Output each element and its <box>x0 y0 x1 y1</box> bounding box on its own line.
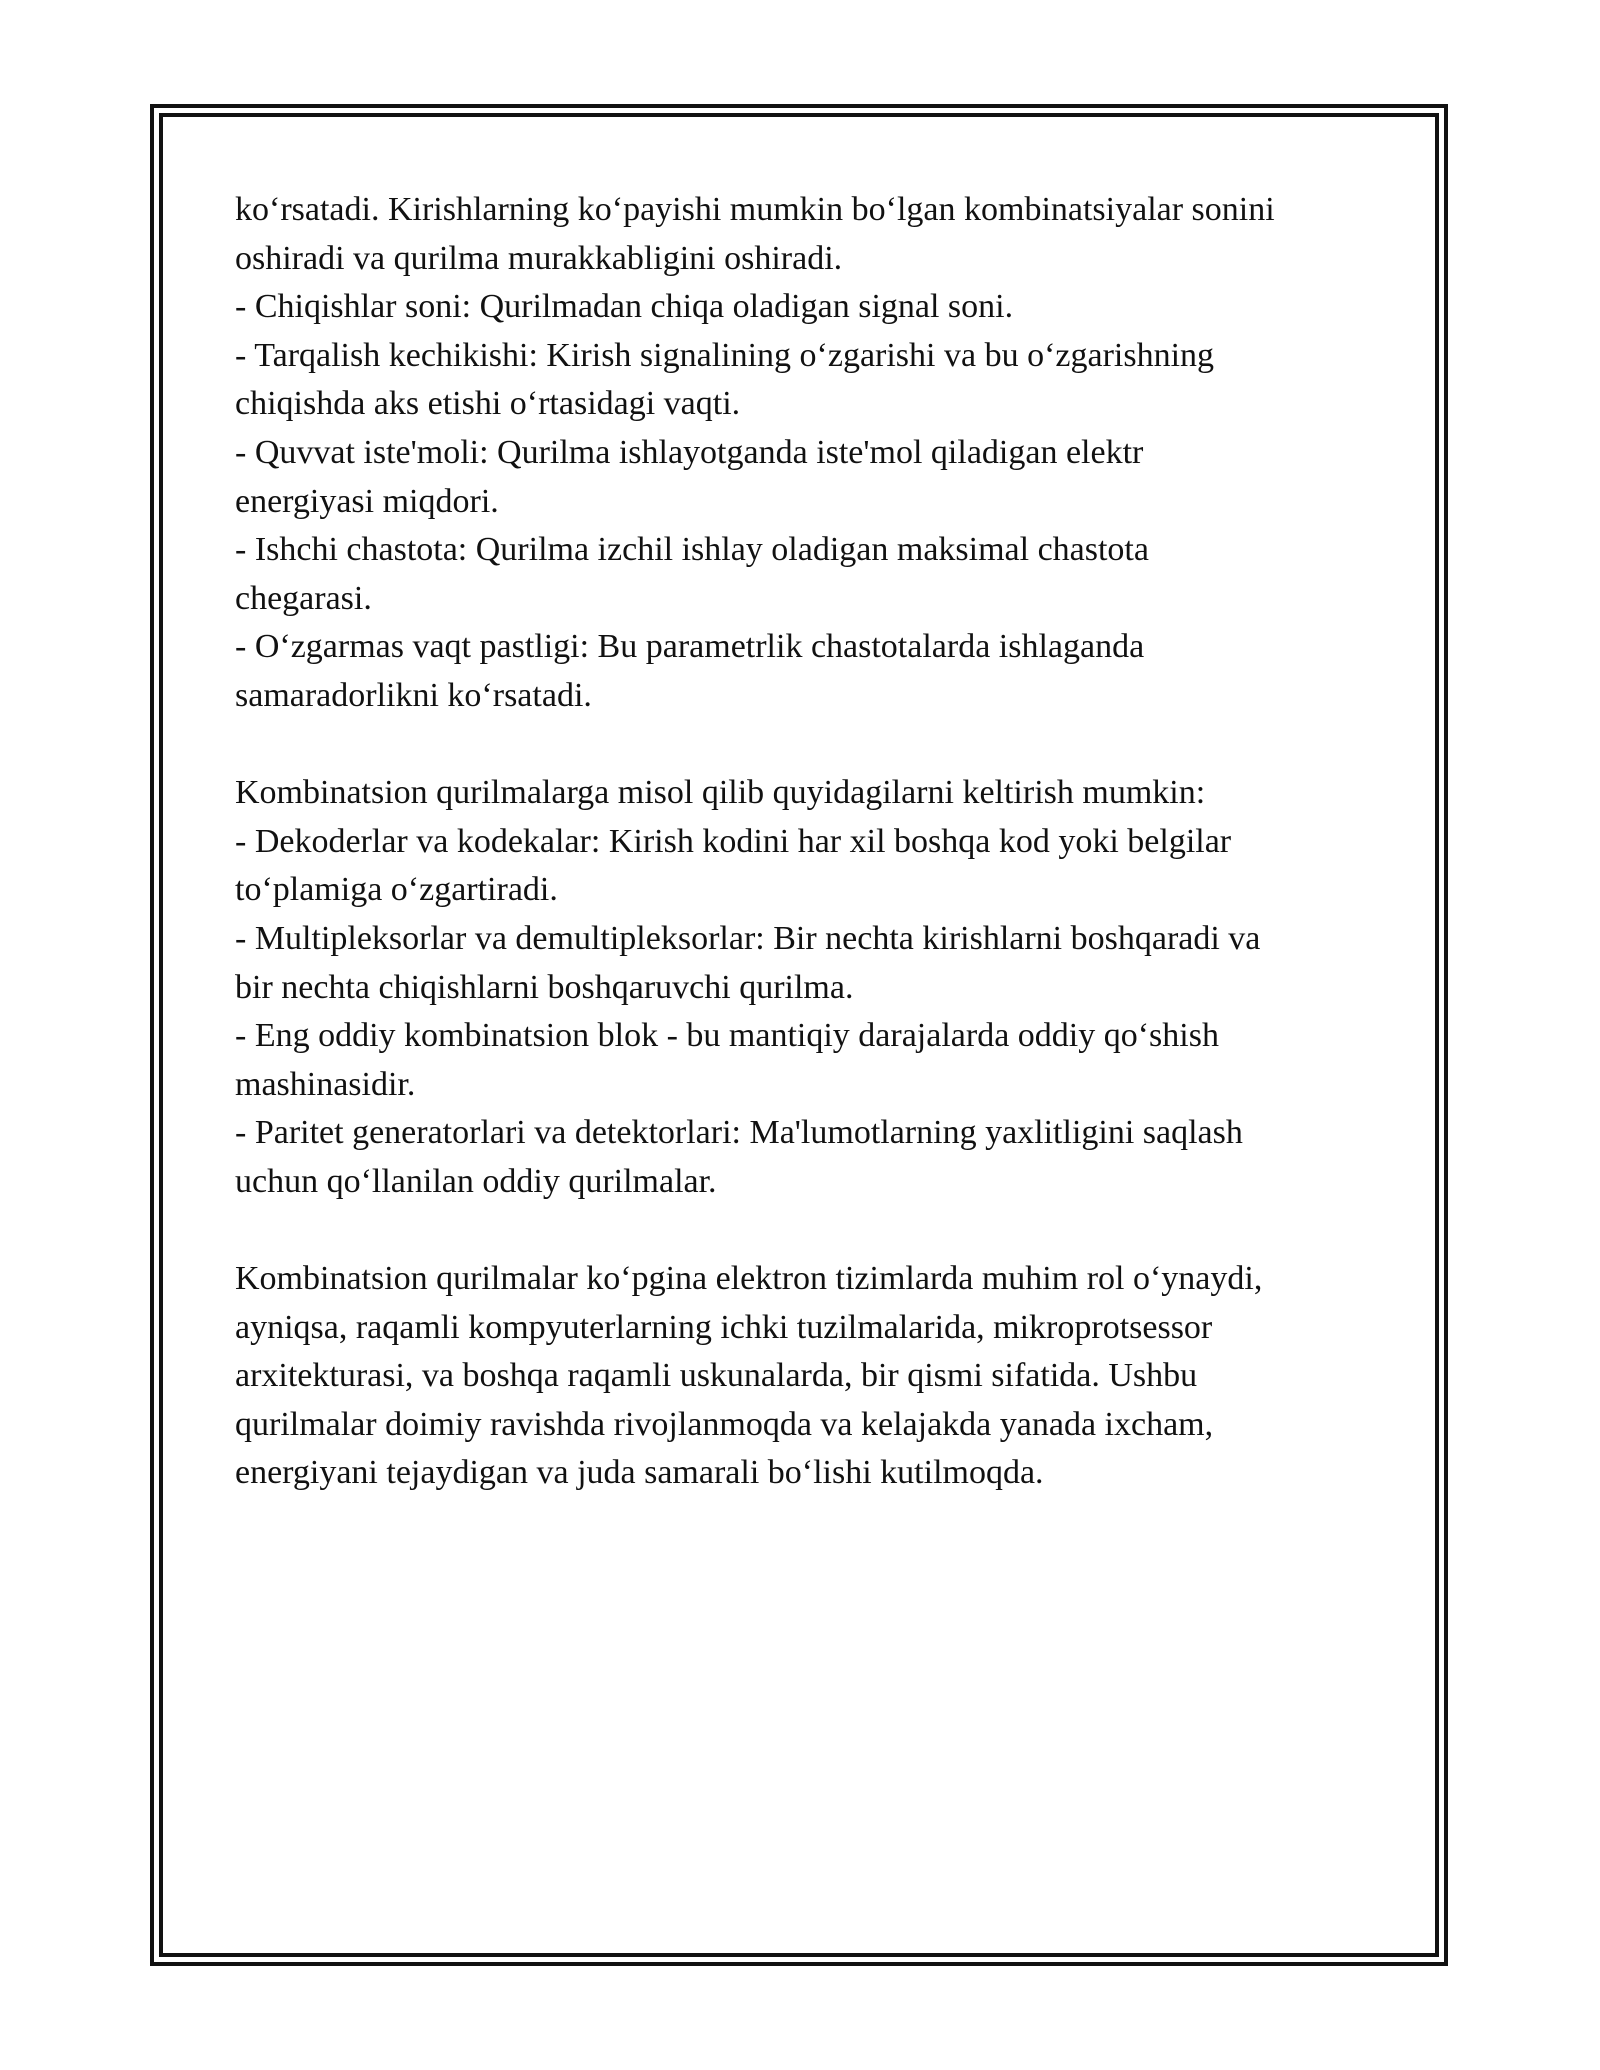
text-line: oshiradi va qurilma murakkabligini oshiradi. <box>235 239 843 277</box>
text-line: ayniqsa, raqamli kompyuterlarning ichki tuzilmalarida, mikroprotsessor <box>235 1308 1213 1346</box>
text-line: uchun qo‘llanilan oddiy qurilmalar. <box>235 1162 717 1200</box>
text-line: energiyani tejaydigan va juda samarali bo‘lishi kutilmoqda. <box>235 1454 1044 1492</box>
list-item-constant-time: - O‘zgarmas vaqt pastligi: Bu parametrlik chastotalarda ishlaganda <box>235 628 1145 666</box>
text-line: chiqishda aks etishi o‘rtasidagi vaqti. <box>235 385 741 423</box>
text-line: chegarasi. <box>235 579 372 617</box>
document-body <box>235 186 1375 1498</box>
list-item-propagation-delay: - Tarqalish kechikishi: Kirish signalining o‘zgarishi va bu o‘zgarishning <box>235 336 1215 374</box>
text-line: qurilmalar doimiy ravishda rivojlanmoqda va kelajakda yanada ixcham, <box>235 1405 1214 1443</box>
paragraph-break <box>235 721 1375 770</box>
text-line: to‘plamiga o‘zgartiradi. <box>235 871 558 909</box>
list-item-multiplexers: - Multipleksorlar va demultipleksorlar: Bir nechta kirishlarni boshqaradi va <box>235 919 1261 957</box>
list-item-operating-frequency: - Ishchi chastota: Qurilma izchil ishlay oladigan maksimal chastota <box>235 531 1149 569</box>
paragraph-intro-examples: Kombinatsion qurilmalarga misol qilib quyidagilarni keltirish mumkin: <box>235 774 1206 812</box>
text-line: arxitekturasi, va boshqa raqamli uskunalarda, bir qismi sifatida. Ushbu <box>235 1357 1198 1395</box>
text-line: ko‘rsatadi. Kirishlarning ko‘payishi mumkin bo‘lgan kombinatsiyalar sonini <box>235 191 1275 228</box>
paragraph-break <box>235 1206 1375 1255</box>
list-item-power-consumption: - Quvvat iste'moli: Qurilma ishlayotganda iste'mol qiladigan elektr <box>235 433 1144 471</box>
text-line: mashinasidir. <box>235 1065 416 1103</box>
paragraph-conclusion: Kombinatsion qurilmalar ko‘pgina elektron tizimlarda muhim rol o‘ynaydi, <box>235 1260 1263 1298</box>
text-line: samaradorlikni ko‘rsatadi. <box>235 676 592 714</box>
text-line: bir nechta chiqishlarni boshqaruvchi qurilma. <box>235 968 854 1006</box>
list-item-outputs: - Chiqishlar soni: Qurilmadan chiqa oladigan signal soni. <box>235 288 1014 326</box>
list-item-adder: - Eng oddiy kombinatsion blok - bu mantiqiy darajalarda oddiy qo‘shish <box>235 1017 1219 1055</box>
list-item-parity: - Paritet generatorlari va detektorlari: Ma'lumotlarning yaxlitligini saqlash <box>235 1114 1243 1152</box>
list-item-decoders: - Dekoderlar va kodekalar: Kirish kodini har xil boshqa kod yoki belgilar <box>235 822 1232 860</box>
text-line: energiyasi miqdori. <box>235 482 499 520</box>
